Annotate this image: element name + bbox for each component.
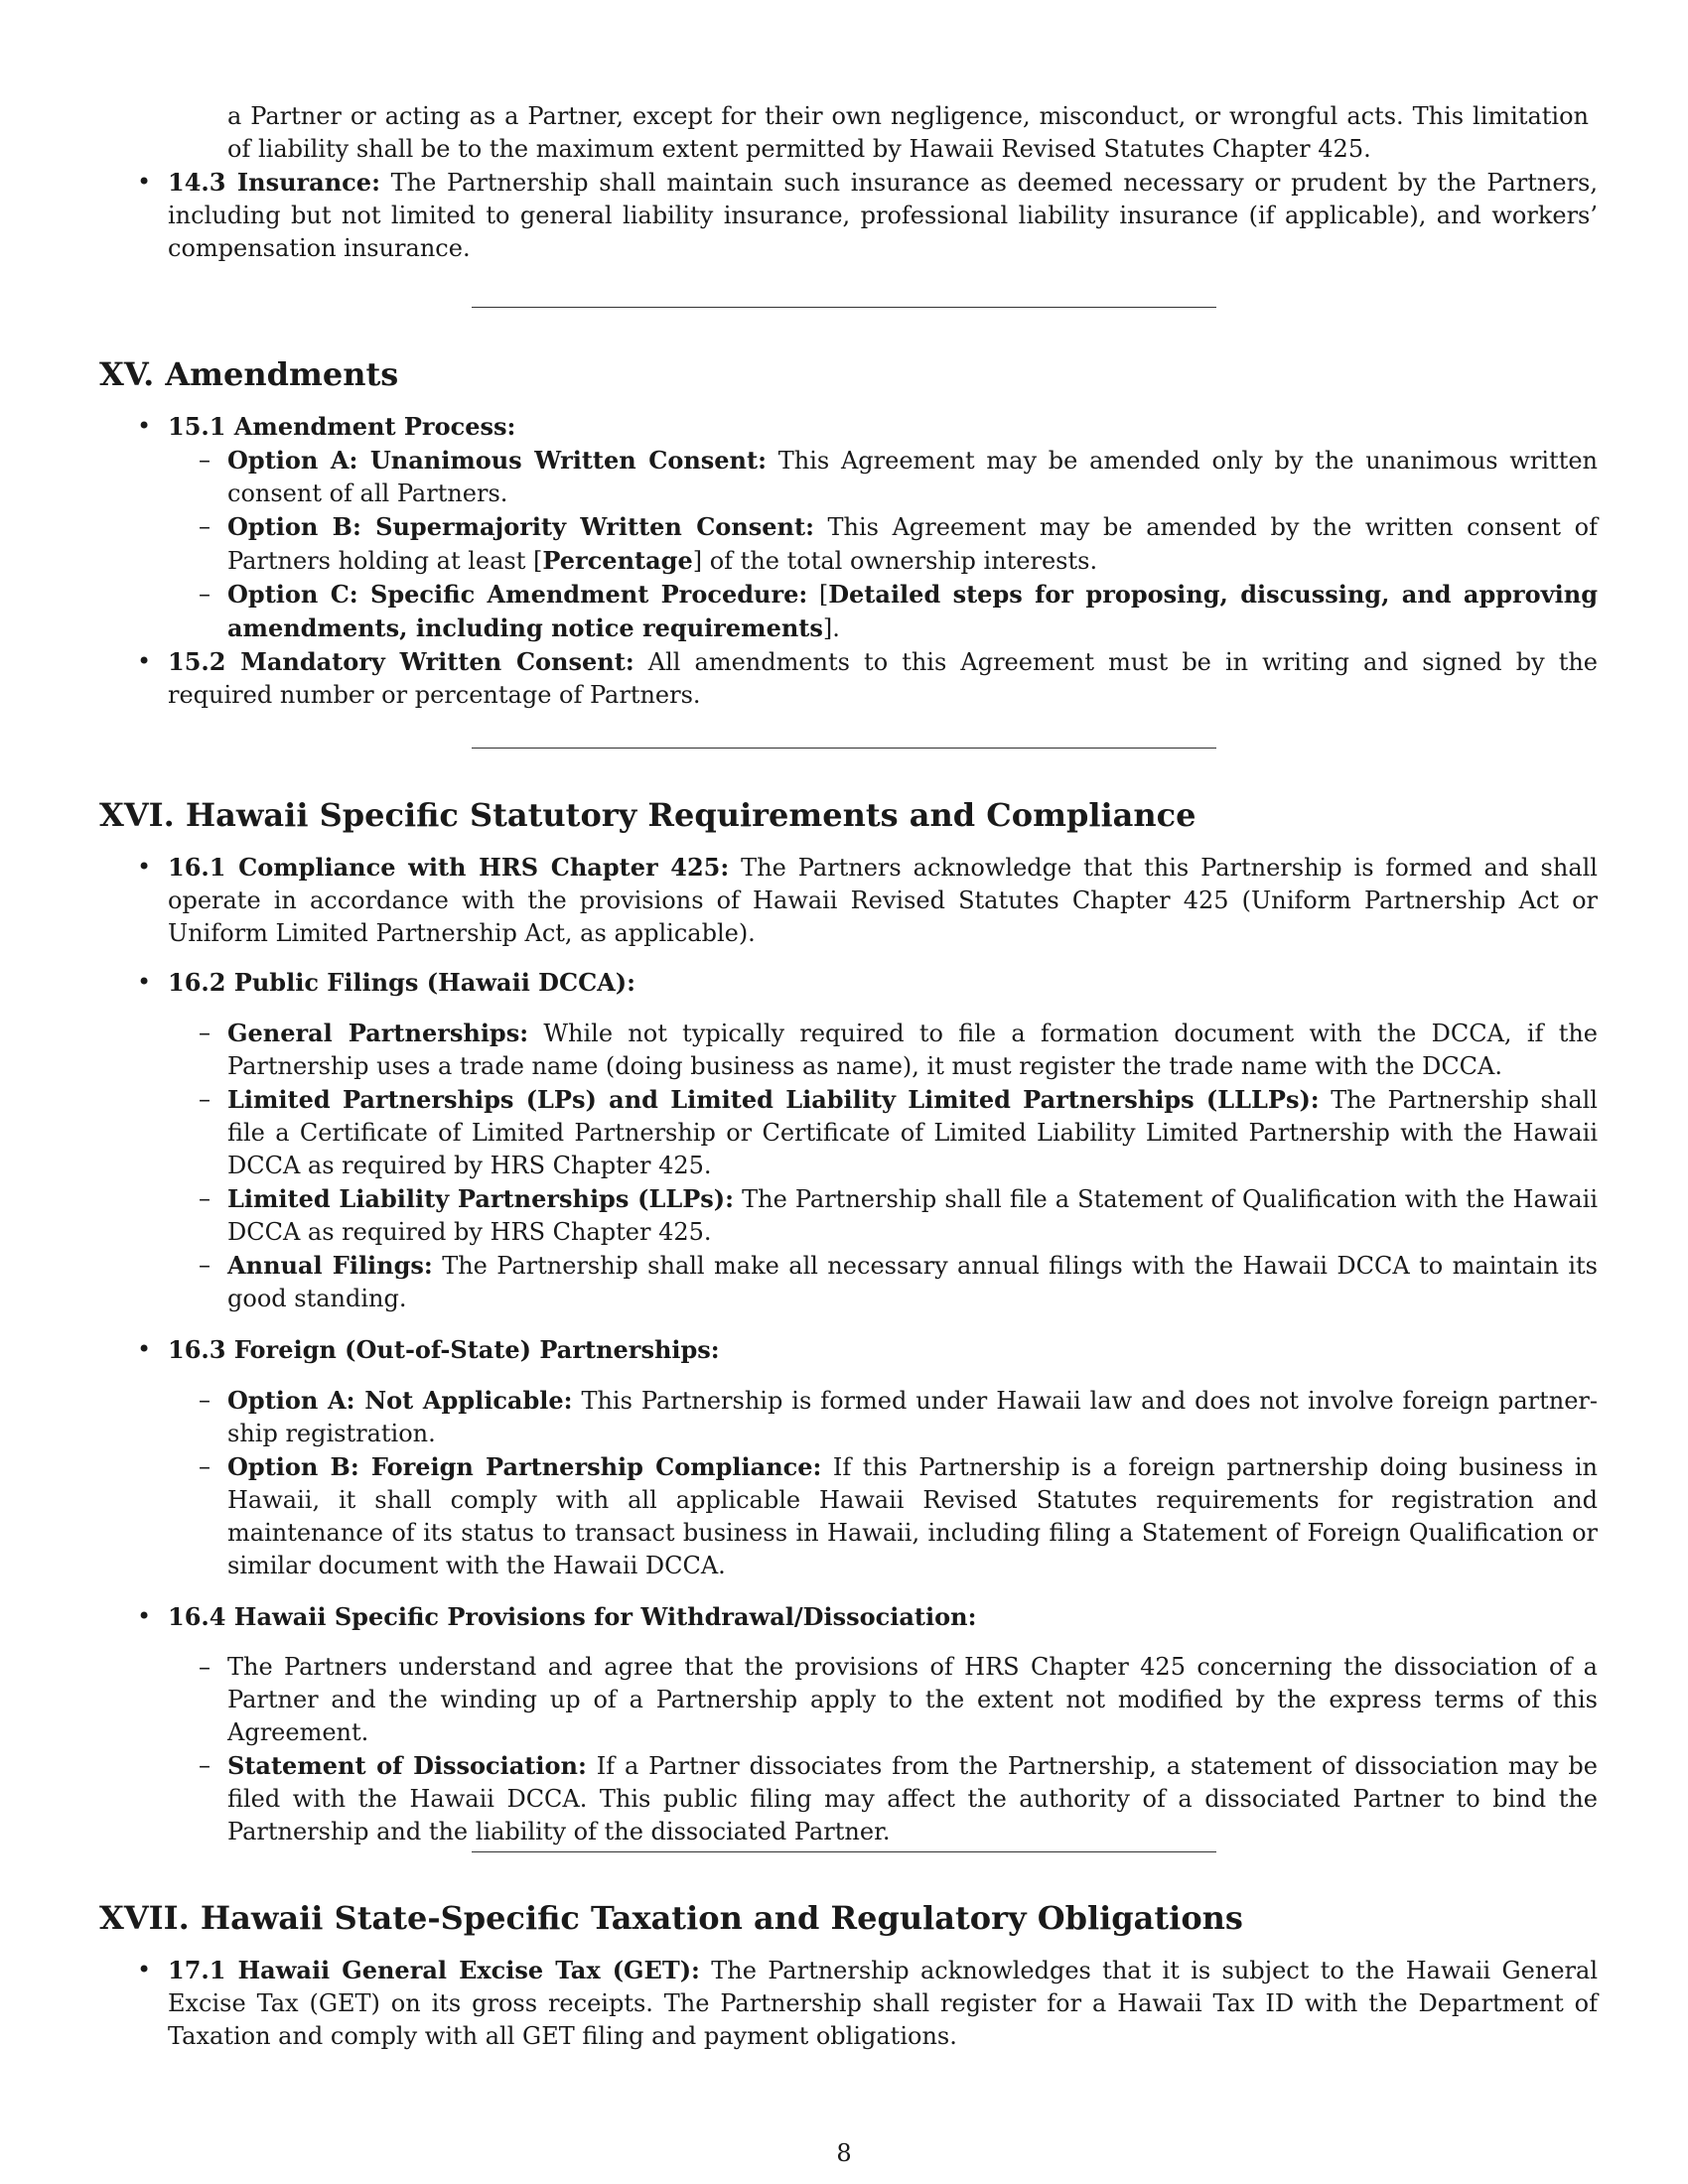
sub-item-text: This Partnership is formed under Hawaii law and does not involve foreign partnership registration. (227, 1387, 1598, 1447)
sub-item-heading: Option A: Unanimous Written Consent: (227, 446, 767, 475)
continuation-text: a Partner or acting as a Partner, except for their own negligence, misconduct, or wrongful acts. This limitation of liability shall be to the maximum extent permitted by Hawaii Revised Statutes Chapter 425. (227, 102, 1589, 163)
sub-list-item (168, 1083, 1598, 1182)
sub-list-item (168, 1450, 1598, 1582)
section-heading-xvi: XVI. Hawaii Specific Statutory Requirements and Compliance (99, 796, 1196, 834)
sub-item-heading: Limited Liability Partnerships (LLPs): (227, 1184, 735, 1213)
sub-item-text: The Partnership shall file a Certificate of Limited Partnership or Certificate of Limited Liability Limited Partnership with the Hawaii DCCA as required by HRS Chapter 425. (227, 1086, 1598, 1179)
sub-item-heading: General Partnerships: (227, 1019, 529, 1047)
item-text: The Partnership shall maintain such insurance as deemed necessary or prudent by the Partners, including but not limited to general liability insurance, professional liability insurance (if applicable), and workers’ compensation insurance. (168, 169, 1598, 262)
section-14-3 (99, 166, 1598, 265)
placeholder-field: Percentage (542, 546, 693, 575)
section-heading-xvii: XVII. Hawaii State-Specific Taxation and Regulatory Obligations (99, 1899, 1243, 1937)
section-16-4 (99, 1600, 1598, 1634)
sub-item-heading: Annual Filings: (227, 1251, 433, 1280)
item-heading: 16.2 Public Filings (Hawaii DCCA): (168, 968, 636, 997)
sub-item-text: ] of the total ownership interests. (692, 547, 1098, 575)
sub-list-item (168, 1651, 1598, 1749)
item-heading: 17.1 Hawaii General Excise Tax (GET): (168, 1956, 700, 1984)
sub-item-heading: Option B: Foreign Partnership Compliance: (227, 1452, 822, 1481)
section-divider (472, 748, 1216, 749)
item-text: All amendments to this Agreement must be in writing and signed by the required number or percentage of Partners. (168, 648, 1598, 709)
sub-item-text: This Agreement may be amended by the written consent of Partners holding at least [ (227, 513, 1598, 575)
sub-item-heading: Option C: Specific Amendment Procedure: (227, 580, 808, 609)
sub-item-text: ]. (822, 614, 840, 642)
sub-item-heading: Option A: Not Applicable: (227, 1386, 573, 1415)
sub-list-item (168, 1249, 1598, 1315)
list-item (99, 851, 1598, 950)
item-heading: 15.1 Amendment Process: (168, 412, 516, 441)
section-16-4-list (99, 1651, 1598, 1848)
item-heading: 15.2 Mandatory Written Consent: (168, 647, 634, 676)
sub-list-item (168, 510, 1598, 578)
sub-item-text: If a Partner dissociates from the Partnership, a statement of dissociation may be filed with the Hawaii DCCA. This public filing may affect the authority of a dissociated Partner to bind the Partnership and the liability of the dissociated Partner. (227, 1752, 1598, 1845)
placeholder-field: Detailed steps for proposing, discussing, and approving amendments, including notice requirements (227, 580, 1598, 642)
list-item (99, 166, 1598, 265)
item-heading: 16.1 Compliance with HRS Chapter 425: (168, 853, 730, 882)
sub-list-item (168, 1017, 1598, 1083)
list-item (99, 1333, 1598, 1367)
list-item (99, 1954, 1598, 2053)
sub-item-text: If this Partnership is a foreign partnership doing business in Hawaii, it shall comply with all applicable Hawaii Revised Statutes requirements for registration and maintenance of its status to transact business in Hawaii, including filing a Statement of Foreign Qualification or similar document with the Hawaii DCCA. (227, 1453, 1598, 1579)
sub-item-text: [ (807, 581, 829, 609)
sub-item-text: The Partners understand and agree that the provisions of HRS Chapter 425 concerning the dissociation of a Partner and the winding up of a Partnership apply to the extent not modified by the express terms of this Agreement. (227, 1653, 1598, 1746)
sub-item-text: The Partnership shall file a Statement of Qualification with the Hawaii DCCA as required by HRS Chapter 425. (227, 1185, 1598, 1246)
sub-item-heading: Option B: Supermajority Written Consent: (227, 512, 814, 541)
section-16-2 (99, 966, 1598, 1000)
section-16-2-list (99, 1017, 1598, 1315)
sub-item-text: While not typically required to file a formation document with the DCCA, if the Partnership uses a trade name (doing business as name), it must register the trade name with the DCCA. (227, 1020, 1598, 1080)
sub-list-item (168, 578, 1598, 645)
sub-list-item (168, 1182, 1598, 1249)
section-divider (472, 307, 1216, 308)
sub-list-item (168, 1749, 1598, 1848)
list-item (99, 966, 1598, 1000)
sub-item-text: The Partnership shall make all necessary annual filings with the Hawaii DCCA to maintain its good standing. (227, 1252, 1598, 1312)
continuation-paragraph (227, 100, 1589, 166)
sub-item-heading: Limited Partnerships (LPs) and Limited Liability Limited Partnerships (LLLPs): (227, 1085, 1320, 1114)
sub-item-heading: Statement of Dissociation: (227, 1751, 587, 1780)
sub-list-item (168, 444, 1598, 510)
section-17-1 (99, 1954, 1598, 2053)
page-number: 8 (836, 2139, 852, 2167)
section-divider (472, 1851, 1216, 1852)
sub-list-item (168, 1384, 1598, 1450)
item-heading: 16.4 Hawaii Specific Provisions for Withdrawal/Dissociation: (168, 1602, 977, 1631)
item-text: The Partners acknowledge that this Partnership is formed and shall operate in accordance with the provisions of Hawaii Revised Statutes Chapter 425 (Uniform Partnership Act or Uniform Limited Partnership Act, as applicable). (168, 854, 1598, 947)
item-heading: 14.3 Insurance: (168, 168, 380, 197)
item-text: The Partnership acknowledges that it is subject to the Hawaii General Excise Tax (GET) on its gross receipts. The Partnership shall register for a Hawaii Tax ID with the Department of Taxation and comply with all GET filing and payment obligations. (168, 1957, 1598, 2050)
section-16-3-list (99, 1384, 1598, 1582)
section-heading-xv: XV. Amendments (99, 355, 399, 393)
section-16-1 (99, 851, 1598, 950)
list-item (99, 410, 1598, 645)
section-16-3 (99, 1333, 1598, 1367)
section-15-list (99, 410, 1598, 712)
list-item (99, 1600, 1598, 1634)
item-heading: 16.3 Foreign (Out-of-State) Partnerships: (168, 1335, 720, 1364)
list-item (99, 645, 1598, 712)
sub-item-text: This Agreement may be amended only by the unanimous written consent of all Partners. (227, 447, 1599, 507)
